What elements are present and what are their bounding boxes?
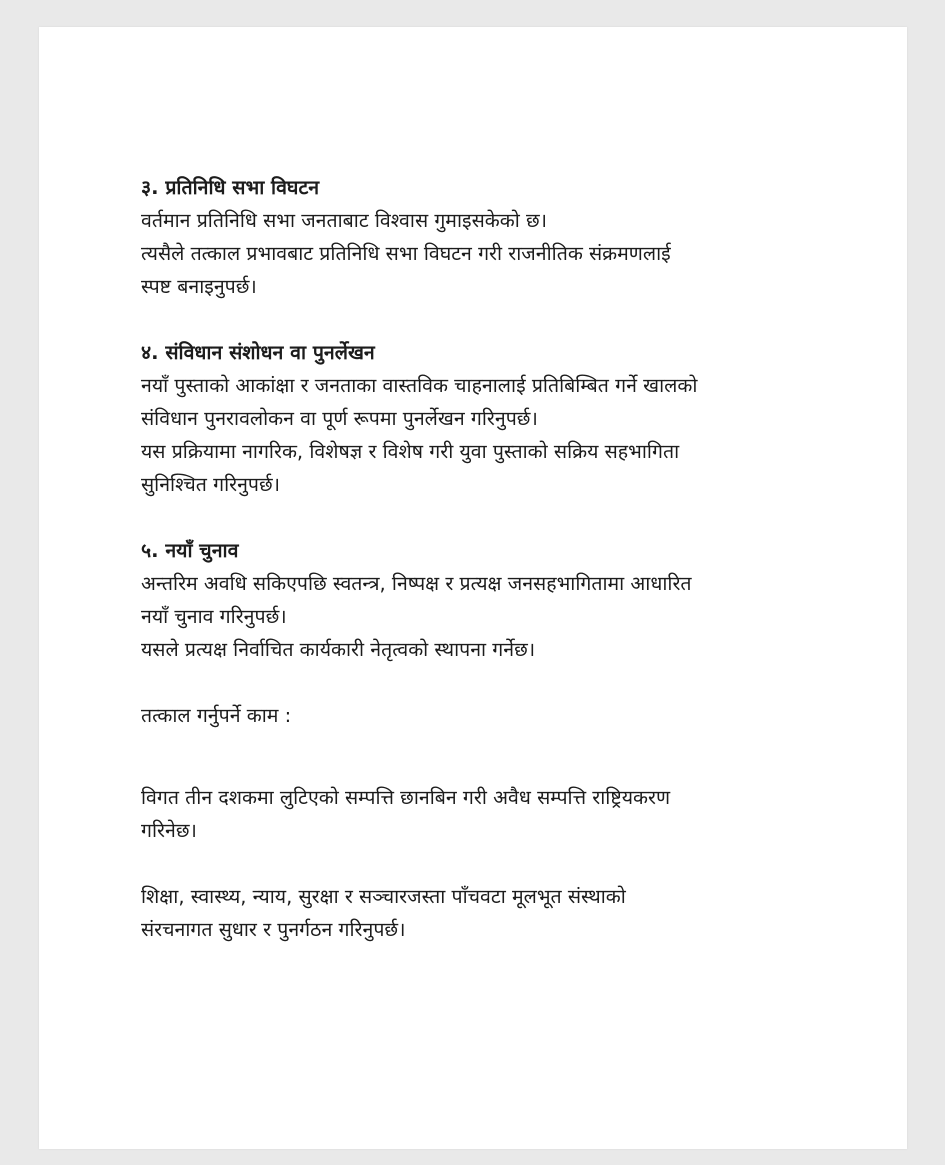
section-heading: ४. संविधान संशोधन वा पुनर्लेखन — [141, 341, 375, 364]
paragraph-line: यसले प्रत्यक्ष निर्वाचित कार्यकारी नेतृत्वको स्थापना गर्नेछ। — [141, 638, 536, 661]
paragraph-line: वर्तमान प्रतिनिधि सभा जनताबाट विश्वास गुमाइसकेको छ। — [141, 209, 548, 232]
section-constitution — [141, 336, 821, 501]
immediate-actions-label: तत्काल गर्नुपर्ने काम : — [141, 704, 292, 727]
section-new-election — [141, 534, 821, 666]
paragraph-line: त्यसैले तत्काल प्रभावबाट प्रतिनिधि सभा विघटन गरी राजनीतिक संक्रमणलाई — [141, 242, 671, 265]
paragraph-line: नयाँ चुनाव गरिनुपर्छ। — [141, 605, 287, 628]
paragraph-line: संरचनागत सुधार र पुनर्गठन गरिनुपर्छ। — [141, 918, 406, 941]
paragraph-line: शिक्षा, स्वास्थ्य, न्याय, सुरक्षा र सञ्चारजस्ता पाँचवटा मूलभूत संस्थाको — [141, 885, 626, 908]
paragraph-line: संविधान पुनरावलोकन वा पूर्ण रूपमा पुनर्लेखन गरिनुपर्छ। — [141, 407, 538, 430]
paragraph-line: नयाँ पुस्ताको आकांक्षा र जनताका वास्तविक चाहनालाई प्रतिबिम्बित गर्ने खालको — [141, 374, 698, 397]
paragraph-line: अन्तरिम अवधि सकिएपछि स्वतन्त्र, निष्पक्ष र प्रत्यक्ष जनसहभागितामा आधारित — [141, 572, 692, 595]
document-body — [141, 171, 821, 946]
paragraph-line: यस प्रक्रियामा नागरिक, विशेषज्ञ र विशेष गरी युवा पुस्ताको सक्रिय सहभागिता — [141, 440, 680, 463]
section-dissolution — [141, 171, 821, 303]
section-heading: ५. नयाँ चुनाव — [141, 539, 239, 562]
paragraph-line: गरिनेछ। — [141, 819, 197, 842]
immediate-item-assets — [141, 781, 821, 847]
immediate-item-institutions — [141, 880, 821, 946]
document-page — [39, 27, 907, 1149]
paragraph-line: विगत तीन दशकमा लुटिएको सम्पत्ति छानबिन गरी अवैध सम्पत्ति राष्ट्रियकरण — [141, 786, 671, 809]
paragraph-line: स्पष्ट बनाइनुपर्छ। — [141, 275, 257, 298]
section-heading: ३. प्रतिनिधि सभा विघटन — [141, 176, 320, 199]
paragraph-line: सुनिश्चित गरिनुपर्छ। — [141, 473, 281, 496]
